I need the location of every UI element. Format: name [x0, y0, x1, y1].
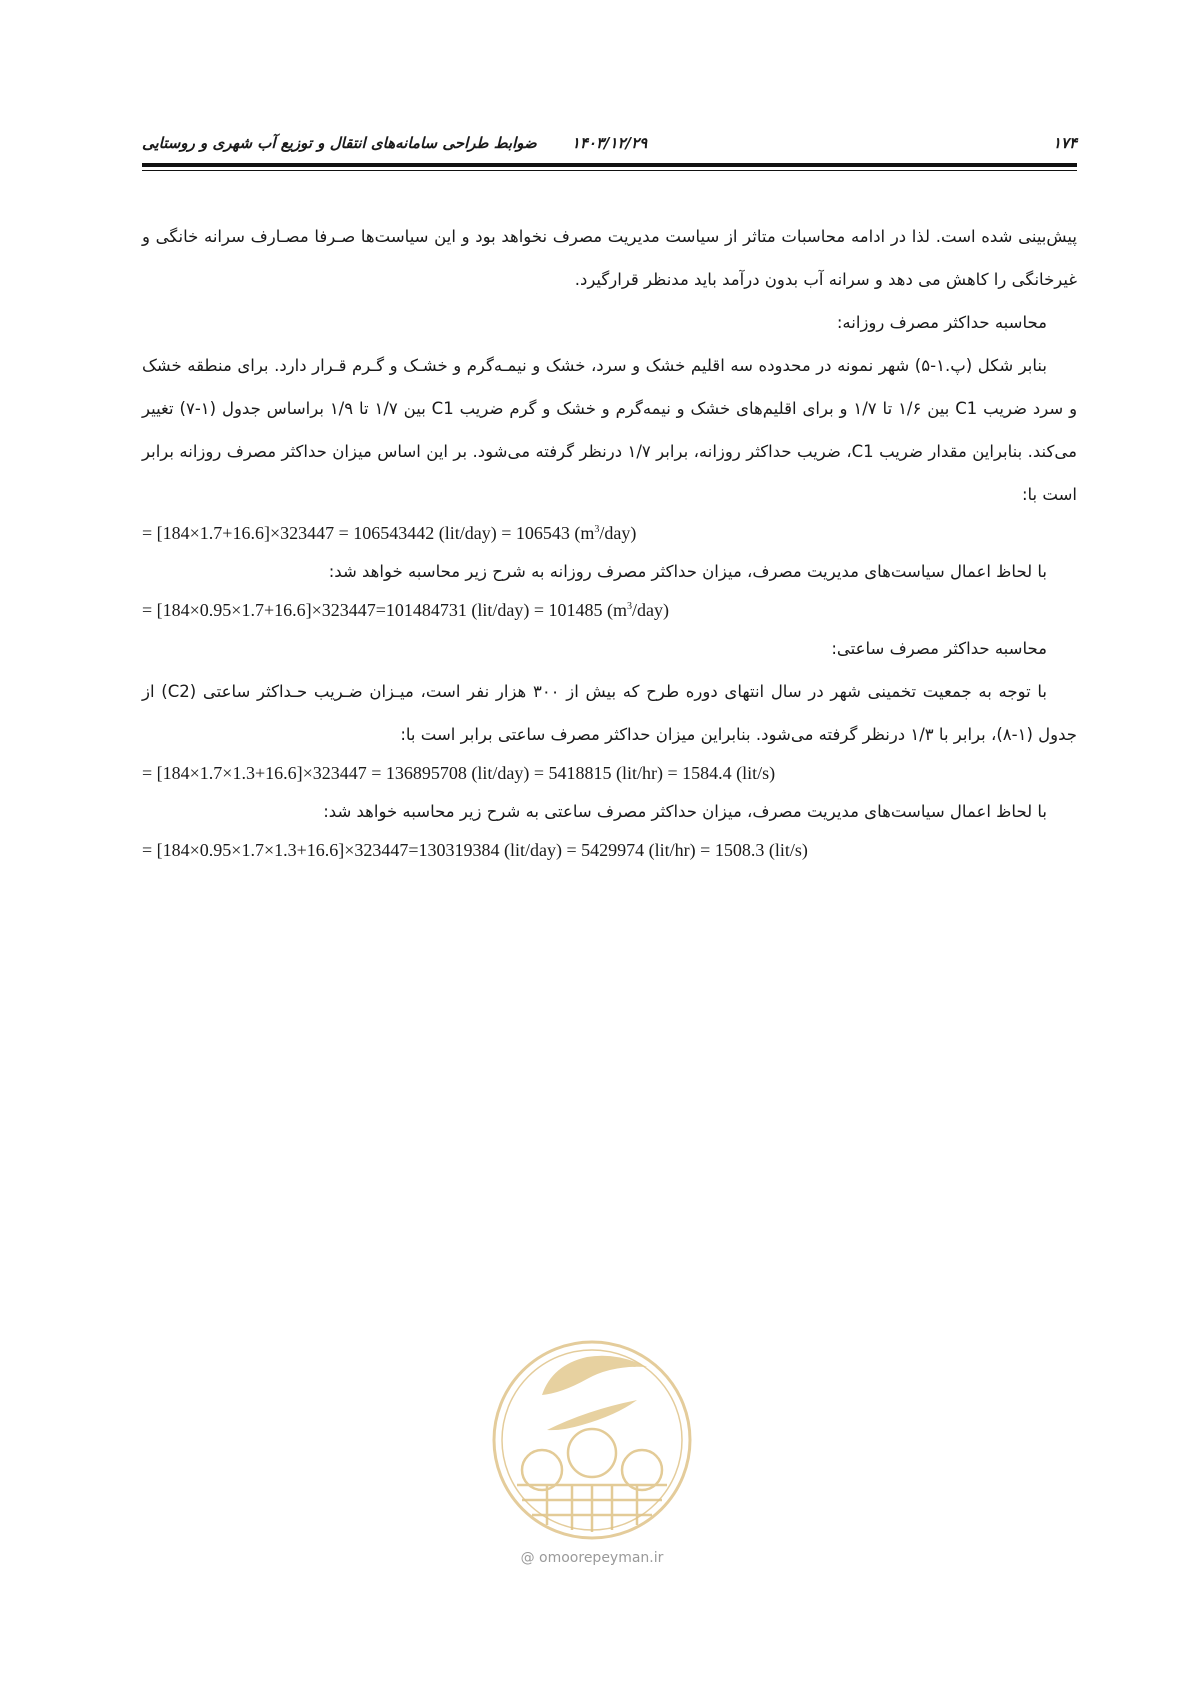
- formula-hourly-max-policy: = [184×0.95×1.7×1.3+16.6]×323447=130319384 (lit/day) = 5429974 (lit/hr) = 1508.3 (lit/s): [142, 840, 808, 860]
- paragraph-daily-policy: با لحاظ اعمال سیاست‌های مدیریت مصرف، میزان حداکثر مصرف روزانه به شرح زیر محاسبه خواهد شد:: [328, 562, 1047, 581]
- page-number: ۱۷۴: [1052, 134, 1077, 152]
- heading-daily-max: محاسبه حداکثر مصرف روزانه:: [836, 313, 1047, 332]
- header-date: ۱۴۰۳/۱۲/۲۹: [571, 134, 648, 152]
- page-body: [142, 215, 1077, 867]
- formula-hourly-max: = [184×1.7×1.3+16.6]×323447 = 136895708 (lit/day) = 5418815 (lit/hr) = 1584.4 (lit/s): [142, 763, 776, 783]
- header-title: ضوابط طراحی سامانه‌های انتقال و توزیع آب شهری و روستایی: [142, 134, 537, 152]
- formula-daily-max: = [184×1.7+16.6]×323447 = 106543442 (lit/day) = 106543 $(m^3/day)$: [142, 523, 637, 543]
- paragraph-intro: پیش‌بینی شده است. لذا در ادامه محاسبات متاثر از سیاست مدیریت مصرف نخواهد بود و این سیاست‌ها صـرفا مصـارف سرانه خانگی و غیرخانگی را کاهش می دهد و سرانه آب بدون درآمد باید مدنظر قرارگیرد.: [142, 227, 1077, 289]
- heading-hourly-max: محاسبه حداکثر مصرف ساعتی:: [831, 639, 1047, 658]
- paragraph-climate: بنابر شکل (پ.۱-۵) شهر نمونه در محدوده سه اقلیم خشک و سرد، خشک و نیمـه‌گرم و خشـک و گـرم قـرار دارد. برای منطقه خشک و سرد ضریب C1 بین ۱/۶ تا ۱/۷ و برای اقلیم‌های خشک و نیمه‌گرم و خشک و گرم ضریب C1 بین ۱/۷ تا ۱/۹ براساس جدول (۱-۷) تغییر می‌کند. بنابراین مقدار ضریب C1، ضریب حداکثر روزانه، برابر ۱/۷ درنظر گرفته می‌شود. بر این اساس میزان حداکثر مصرف روزانه برابر است با:: [142, 356, 1078, 504]
- header-rule-thick: [142, 163, 1077, 167]
- header-rule-thin: [142, 170, 1077, 171]
- watermark-url: @ omoorepeyman.ir: [520, 1550, 664, 1566]
- formula-daily-max-policy: = [184×0.95×1.7+16.6]×323447=101484731 (lit/day) = 101485 $(m^3/day)$: [142, 600, 670, 620]
- paragraph-hourly-policy: با لحاظ اعمال سیاست‌های مدیریت مصرف، میزان حداکثر مصرف ساعتی به شرح زیر محاسبه خواهد شد:: [323, 802, 1047, 821]
- page-header: [142, 130, 1077, 160]
- paragraph-population: با توجه به جمعیت تخمینی شهر در سال انتهای دوره طرح که بیش از ۳۰۰ هزار نفر است، میـزان ضـریب حـداکثر ساعتی (C2) از جدول (۱-۸)، برابر با ۱/۳ درنظر گرفته می‌شود. بنابراین میزان حداکثر مصرف ساعتی برابر است با:: [142, 682, 1077, 744]
- watermark-logo: [487, 1335, 697, 1545]
